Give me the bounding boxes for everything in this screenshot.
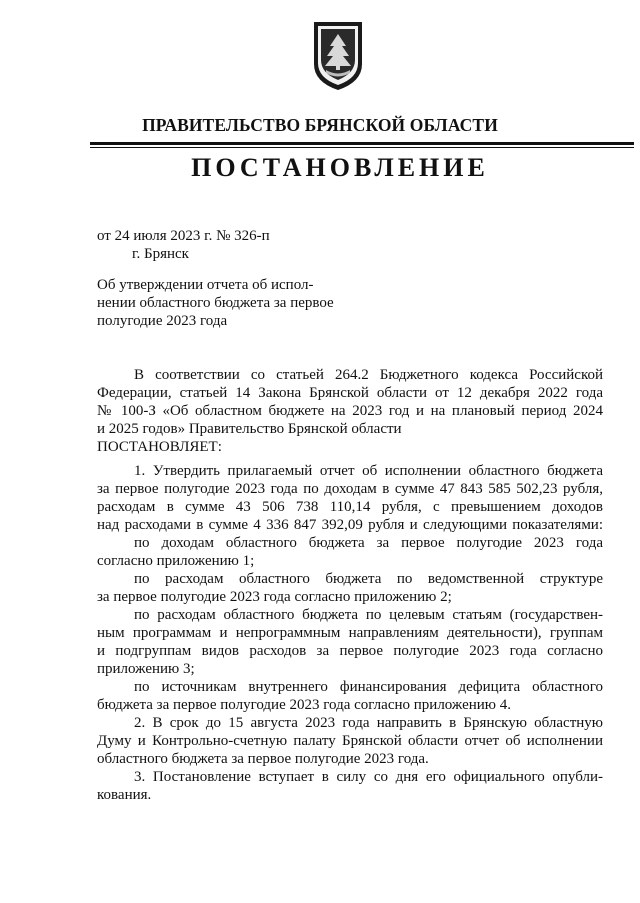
body-line: 1. Утвердить прилагаемый отчет об исполнении областного бюджета bbox=[134, 463, 603, 479]
body-line: по источникам внутреннего финансирования дефицита областного bbox=[134, 679, 603, 695]
body-line: расходам в сумме 43 506 738 110,14 рубля, с превышением доходов bbox=[97, 499, 603, 515]
body-line: приложению 3; bbox=[97, 661, 195, 677]
body-line: 3. Постановление вступает в силу со дня его официального опубли- bbox=[134, 769, 603, 785]
resolution-body bbox=[97, 462, 603, 804]
document-subject bbox=[97, 276, 334, 330]
subject-line: полугодие 2023 года bbox=[97, 313, 228, 329]
preamble-line: и 2025 годов» Правительство Брянской области bbox=[97, 421, 402, 437]
body-line: Думу и Контрольно-счетную палату Брянской области отчет об исполнении bbox=[97, 733, 603, 749]
body-line: по расходам областного бюджета по целевым статьям (государствен- bbox=[134, 607, 603, 623]
body-line: над расходами в сумме 4 336 847 392,09 рубля и следующими показателями: bbox=[97, 517, 603, 533]
resolves-word: ПОСТАНОВЛЯЕТ: bbox=[97, 439, 222, 455]
preamble-line: Федерации, статьей 14 Закона Брянской области от 12 декабря 2022 года bbox=[97, 385, 603, 401]
body-line: по доходам областного бюджета за первое полугодие 2023 года bbox=[134, 535, 603, 551]
preamble-line: № 100-З «Об областном бюджете на 2023 год и на плановый период 2024 bbox=[97, 403, 603, 419]
organization-name: ПРАВИТЕЛЬСТВО БРЯНСКОЙ ОБЛАСТИ bbox=[142, 115, 498, 135]
body-line: согласно приложению 1; bbox=[97, 553, 255, 569]
document-type-heading: ПОСТАНОВЛЕНИЕ bbox=[191, 153, 489, 182]
header-divider-thick bbox=[90, 142, 634, 145]
body-line: кования. bbox=[97, 787, 152, 803]
body-line: по расходам областного бюджета по ведомственной структуре bbox=[134, 571, 603, 587]
bryansk-region-coat-of-arms-icon bbox=[312, 20, 364, 92]
body-line: бюджета за первое полугодие 2023 года согласно приложению 4. bbox=[97, 697, 512, 713]
subject-line: нении областного бюджета за первое bbox=[97, 295, 334, 311]
subject-line: Об утверждении отчета об испол- bbox=[97, 277, 314, 293]
document-date-number: от 24 июля 2023 г. № 326-п bbox=[97, 228, 270, 244]
preamble-line: В соответствии со статьей 264.2 Бюджетного кодекса Российской bbox=[134, 367, 603, 383]
body-line: 2. В срок до 15 августа 2023 года направить в Брянскую областную bbox=[134, 715, 603, 731]
body-line: за первое полугодие 2023 года согласно приложению 2; bbox=[97, 589, 452, 605]
body-line: за первое полугодие 2023 года по доходам в сумме 47 843 585 502,23 рубля, bbox=[97, 481, 603, 497]
header-divider-thin bbox=[90, 147, 634, 148]
body-line: ным программам и непрограммным направлениям деятельности), группам bbox=[97, 625, 603, 641]
preamble-paragraph bbox=[97, 366, 603, 456]
body-line: областного бюджета за первое полугодие 2023 года. bbox=[97, 751, 429, 767]
body-line: и подгруппам видов расходов за первое полугодие 2023 года согласно bbox=[97, 643, 603, 659]
document-city: г. Брянск bbox=[132, 246, 189, 262]
